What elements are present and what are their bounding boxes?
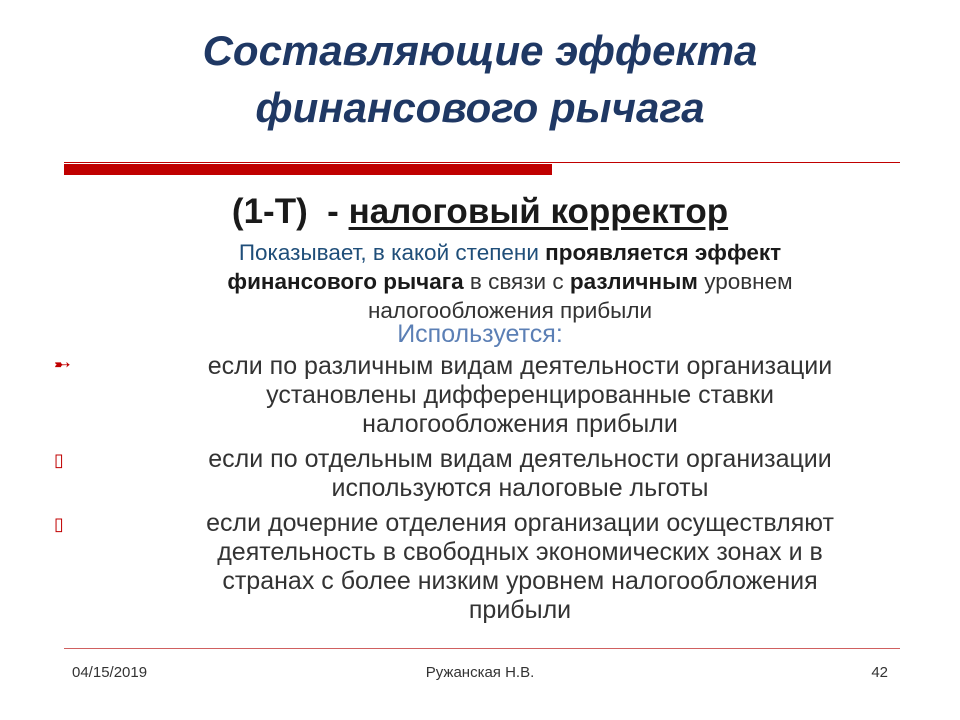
subtitle-prefix: (1-Т) - bbox=[231, 192, 349, 231]
arrow-bullet-icon: ➸ bbox=[54, 354, 71, 376]
bullet-3-line-2: деятельность в свободных экономических зонах и в bbox=[217, 538, 823, 566]
box-bullet-icon: ▯ bbox=[54, 514, 64, 534]
bullet-1-line-3: налогообложения прибыли bbox=[362, 410, 678, 438]
bullet-3-line-3: странах с более низким уровнем налогообложения bbox=[222, 567, 818, 595]
slide-title-line-2: финансового рычага bbox=[255, 84, 705, 131]
description-bold-2: финансового рычага bbox=[227, 269, 464, 294]
bullet-text-1 bbox=[100, 352, 940, 439]
bullet-list bbox=[40, 352, 940, 631]
description-text-1: Показывает, в какой степени bbox=[238, 240, 546, 265]
bullet-item-3 bbox=[40, 509, 940, 625]
slide-title-line-1: Составляющие эффекта bbox=[202, 27, 758, 74]
bullet-3-line-1: если дочерние отделения организации осуществляют bbox=[206, 509, 834, 537]
title-divider-thick bbox=[64, 164, 552, 175]
bullet-2-line-1: если по отдельным видам деятельности организации bbox=[208, 445, 832, 473]
description-text-3: уровнем bbox=[697, 269, 793, 294]
description-text-2: в связи с bbox=[463, 269, 570, 294]
bullet-2-line-2: используются налоговые льготы bbox=[331, 474, 709, 502]
bullet-3-line-4: прибыли bbox=[468, 596, 572, 624]
box-bullet-icon: ▯ bbox=[54, 450, 64, 470]
description-bold-1: проявляется эффект bbox=[545, 240, 782, 265]
description-line-3: налогообложения прибыли bbox=[367, 298, 653, 323]
slide-title bbox=[0, 22, 960, 136]
footer-divider bbox=[64, 648, 900, 649]
bullet-text-3 bbox=[100, 509, 940, 625]
bullet-1-line-2: установлены дифференцированные ставки bbox=[266, 381, 774, 409]
description-line-1 bbox=[100, 238, 920, 267]
footer-page-number: 42 bbox=[871, 664, 888, 681]
description-bold-3: различным bbox=[569, 269, 698, 294]
bullet-item-2 bbox=[40, 445, 940, 503]
footer-date: 04/15/2019 bbox=[72, 664, 148, 681]
bullet-item-1 bbox=[40, 352, 940, 439]
footer-author: Ружанская Н.В. bbox=[425, 664, 535, 681]
used-label: Используется: bbox=[397, 320, 563, 348]
subtitle-term: налоговый корректор bbox=[348, 192, 729, 231]
description-line-2 bbox=[100, 267, 920, 296]
bullet-1-line-1: если по различным видам деятельности организации bbox=[207, 352, 833, 380]
title-divider-thin bbox=[64, 162, 900, 163]
bullet-text-2 bbox=[100, 445, 940, 503]
subtitle bbox=[0, 190, 960, 234]
description bbox=[100, 238, 920, 325]
